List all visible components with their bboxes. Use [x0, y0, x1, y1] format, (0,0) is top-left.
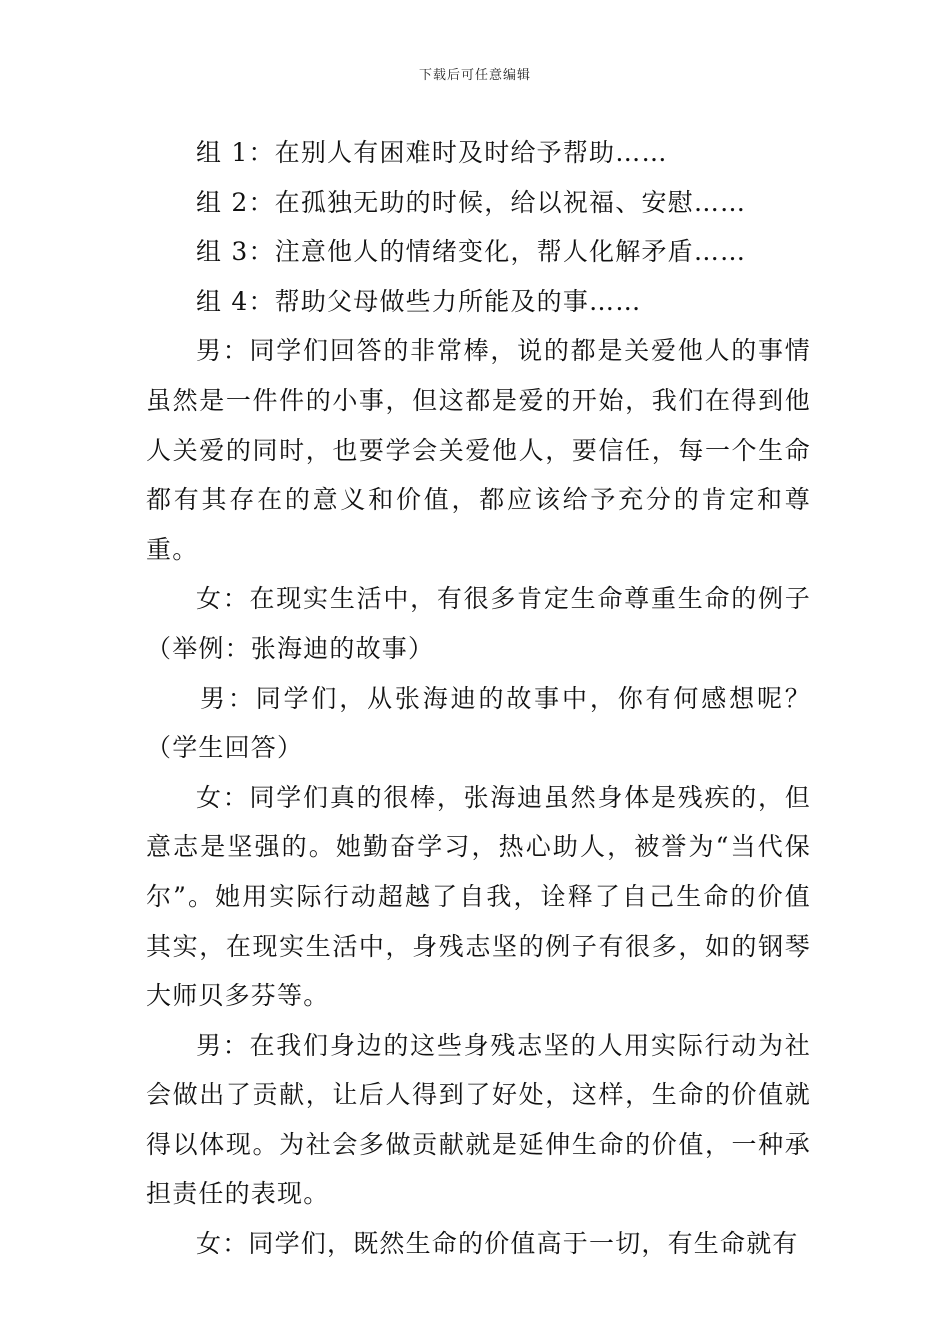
group-4-paragraph: 组 4：帮助父母做些力所能及的事…… [196, 286, 642, 316]
group-3-paragraph: 组 3：注意他人的情绪变化，帮人化解矛盾…… [196, 237, 747, 267]
male-speech-paragraph-2: 男：同学们，从张海迪的故事中，你有何感想呢？（学生回答） [146, 683, 811, 763]
document-body [146, 128, 811, 1269]
page-header: 下载后可任意编辑 [418, 68, 531, 83]
group-2-paragraph: 组 2：在孤独无助的时候，给以祝福、安慰…… [196, 187, 747, 217]
group-1-paragraph: 组 1：在别人有困难时及时给予帮助…… [196, 138, 668, 167]
male-speech-paragraph-1: 男：同学们回答的非常棒，说的都是关爱他人的事情虽然是一件件的小事，但这都是爱的开始，我们在得到他人关爱的同时，也要学会关爱他人，要信任，每一个生命都有其存在的意义和价值，都应该给予充分的肯定和尊重。 [146, 336, 811, 564]
female-speech-paragraph-2: 女：同学们真的很棒，张海迪虽然身体是残疾的，但意志是坚强的。她勤奋学习，热心助人，被誉为“当代保尔”。她用实际行动超越了自我，诠释了自己生命的价值其实，在现实生活中，身残志坚的例子有很多，如的钢琴大师贝多芬等。 [146, 782, 811, 1011]
male-speech-paragraph-3: 男：在我们身边的这些身残志坚的人用实际行动为社会做出了贡献，让后人得到了好处，这样，生命的价值就得以体现。为社会多做贡献就是延伸生命的价值，一种承担责任的表现。 [146, 1030, 811, 1209]
female-speech-paragraph-3: 女：同学们，既然生命的价值高于一切，有生命就有 [196, 1229, 799, 1259]
female-speech-paragraph-1: 女：在现实生活中，有很多肯定生命尊重生命的例子（举例：张海迪的故事） [146, 584, 811, 663]
